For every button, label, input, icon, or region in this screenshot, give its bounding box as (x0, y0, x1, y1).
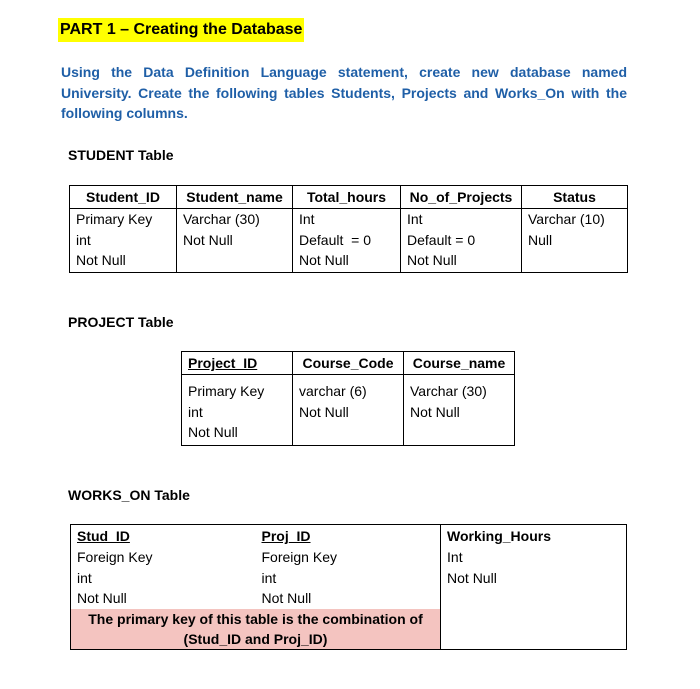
proj-id-column (256, 525, 441, 609)
project-header-row (182, 352, 515, 375)
cell-line: Int (407, 211, 423, 227)
cell-line: Not Null (299, 252, 349, 268)
works-on-columns (71, 525, 440, 609)
student-header-row (70, 186, 628, 209)
works-on-row (71, 525, 627, 650)
project-table-title: PROJECT Table (68, 314, 174, 330)
cell-line: Varchar (30) (183, 211, 260, 227)
cell-line: Primary Key (76, 211, 153, 227)
cell-line: int (188, 403, 203, 420)
works-on-left-block (71, 525, 441, 650)
cell-line: Not Null (261, 590, 312, 606)
col-header-course-code: Course_Code (293, 352, 404, 375)
cell-line: Default = 0 (299, 231, 371, 248)
student-table (69, 185, 628, 273)
cell-line: Foreign Key (77, 549, 153, 565)
cell-line: Not Null (76, 252, 126, 268)
col-header-status: Status (522, 186, 628, 209)
col-header-working-hours: Working_Hours (447, 528, 551, 544)
cell-line: Varchar (30) (410, 383, 487, 399)
cell-line: Primary Key (188, 383, 265, 399)
no-of-projects-cell (401, 209, 522, 273)
cell-line: int (261, 569, 277, 586)
works-on-table (70, 524, 627, 650)
student-id-cell (70, 209, 177, 273)
col-header-student-name: Student_name (177, 186, 293, 209)
cell-line: Null (528, 231, 553, 248)
cell-line: Int (299, 211, 315, 227)
cell-line: Not Null (183, 231, 233, 248)
works-on-table-title: WORKS_ON Table (68, 487, 190, 503)
cell-line: int (76, 231, 91, 248)
cell-line: Foreign Key (261, 549, 337, 565)
cell-line: Not Null (410, 403, 460, 420)
student-table-title: STUDENT Table (68, 147, 174, 163)
project-id-cell (182, 375, 293, 446)
cell-line: Not Null (188, 424, 238, 440)
cell-line: int (77, 569, 92, 586)
working-hours-cell (441, 525, 627, 650)
cell-line: varchar (6) (299, 383, 367, 399)
col-header-project-id: Project_ID (182, 352, 293, 375)
student-body-row (70, 209, 628, 273)
course-name-cell (404, 375, 515, 446)
project-body-row (182, 375, 515, 446)
status-cell (522, 209, 628, 273)
cell-line: Not Null (299, 403, 349, 420)
col-header-total-hours: Total_hours (293, 186, 401, 209)
cell-line: Varchar (10) (528, 211, 605, 227)
col-header-no-of-projects: No_of_Projects (401, 186, 522, 209)
intro-paragraph: Using the Data Definition Language statement, create new database named University. Create the following tables Students, Projects and Works_On with the following columns. (61, 64, 627, 121)
col-header-student-id: Student_ID (70, 186, 177, 209)
primary-key-note: The primary key of this table is the combination of (Stud_ID and Proj_ID) (71, 609, 440, 649)
col-header-course-name: Course_name (404, 352, 515, 375)
col-header-stud-id: Stud_ID (77, 528, 130, 544)
course-code-cell (293, 375, 404, 446)
cell-line: Not Null (77, 590, 127, 606)
cell-line: Int (447, 549, 463, 565)
student-name-cell (177, 209, 293, 273)
col-header-proj-id: Proj_ID (261, 528, 311, 544)
stud-id-column (71, 525, 256, 609)
project-table (181, 351, 515, 446)
page-heading: PART 1 – Creating the Database (58, 18, 304, 42)
total-hours-cell (293, 209, 401, 273)
cell-line: Not Null (407, 252, 457, 268)
cell-line: Not Null (447, 569, 497, 586)
cell-line: Default = 0 (407, 231, 476, 248)
